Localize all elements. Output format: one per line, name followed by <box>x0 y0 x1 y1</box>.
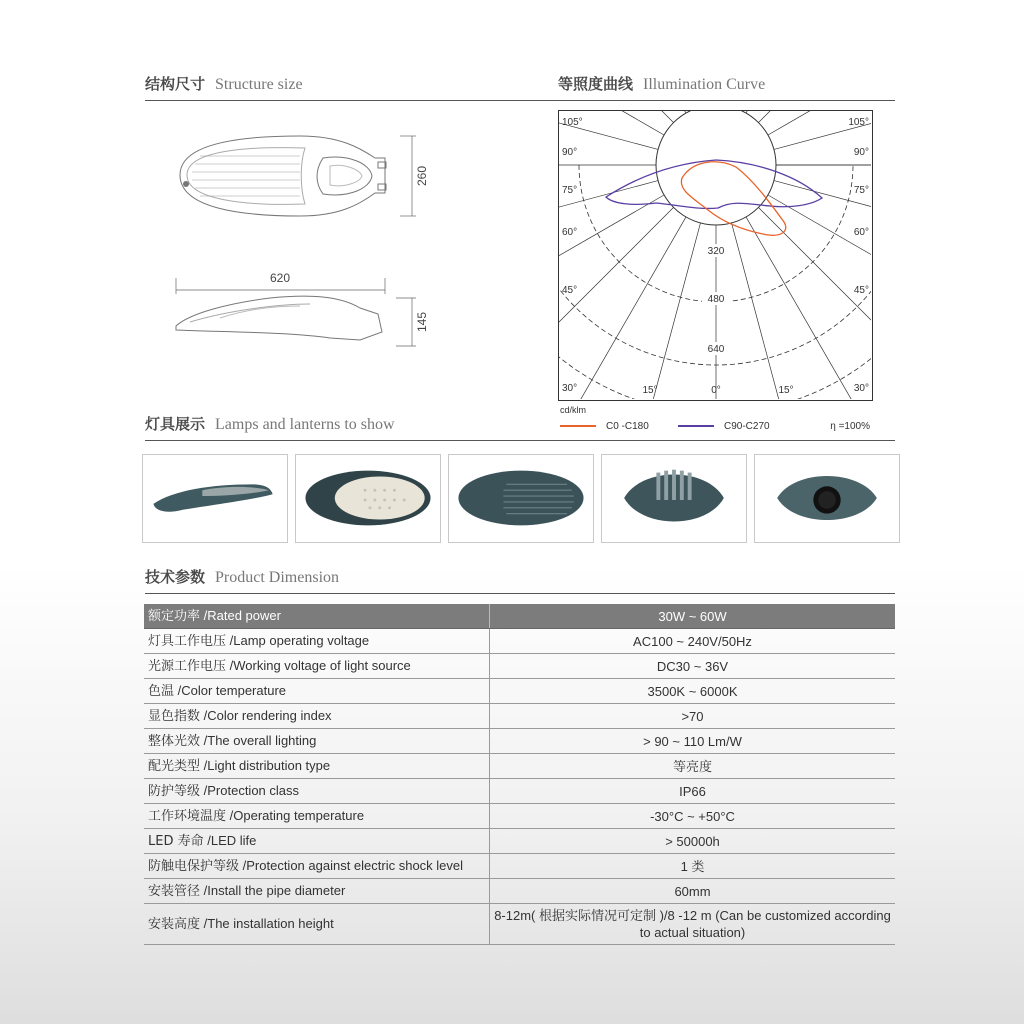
polar-angle-label: 105° <box>848 117 869 128</box>
structure-size-title-cn: 结构尺寸 <box>145 75 206 93</box>
spec-label-cn: 灯具工作电压 <box>148 634 227 649</box>
spec-row <box>144 679 895 704</box>
spec-label <box>144 754 490 779</box>
lamps-show-title <box>145 413 395 434</box>
spec-label <box>144 629 490 654</box>
top-divider <box>145 100 895 101</box>
spec-label-cn: 防触电保护等级 <box>148 859 240 874</box>
spec-value: 60mm <box>490 879 896 904</box>
spec-label <box>144 904 490 945</box>
spec-row <box>144 829 895 854</box>
structure-size-title <box>145 73 303 94</box>
polar-angle-label: 90° <box>562 147 578 158</box>
lamps-show-title-cn: 灯具展示 <box>145 415 206 433</box>
spec-label-cn: 防护等级 <box>148 784 201 799</box>
spec-value: 8-12m( 根据实际情况可定制 )/8 -12 m (Can be customized according to actual situation) <box>490 904 896 945</box>
spec-label-cn: 工作环境温度 <box>148 809 227 824</box>
spec-label-en: /Lamp operating voltage <box>229 633 370 648</box>
lamps-show-title-en: Lamps and lanterns to show <box>215 416 395 433</box>
lamp-photo-bottom-led <box>295 454 441 543</box>
dimension-145-label: 145 <box>415 311 429 333</box>
spec-value: 30W ~ 60W <box>490 604 896 629</box>
spec-label-cn: 额定功率 <box>148 609 201 624</box>
spec-row <box>144 729 895 754</box>
spec-label-en: /Protection class <box>203 783 300 798</box>
spec-value: 3500K ~ 6000K <box>490 679 896 704</box>
spec-label-cn: LED 寿命 <box>148 834 204 849</box>
polar-angle-label: 90° <box>853 147 869 158</box>
lamps-divider <box>145 440 895 441</box>
spec-label-en: /Working voltage of light source <box>229 658 411 673</box>
spec-value: > 90 ~ 110 Lm/W <box>490 729 896 754</box>
spec-label-en: /Install the pipe diameter <box>203 883 346 898</box>
polar-angle-label: 75° <box>562 185 578 196</box>
lamp-photo-top <box>448 454 594 543</box>
illumination-curve-title-en: Illumination Curve <box>643 76 766 93</box>
efficiency-label: η =100% <box>830 421 870 432</box>
legend-c0-label: C0 -C180 <box>606 421 649 432</box>
polar-angle-label: 60° <box>853 227 869 238</box>
dimension-620-label: 620 <box>269 271 291 285</box>
spec-label-en: /LED life <box>207 833 257 848</box>
product-divider <box>145 593 895 594</box>
spec-label-cn: 显色指数 <box>148 709 201 724</box>
spec-value: > 50000h <box>490 829 896 854</box>
spec-value: >70 <box>490 704 896 729</box>
spec-label <box>144 804 490 829</box>
spec-label-en: /Color rendering index <box>203 708 332 723</box>
spec-label-cn: 色温 <box>148 684 175 699</box>
spec-label-en: /Color temperature <box>177 683 287 698</box>
spec-value: -30°C ~ +50°C <box>490 804 896 829</box>
product-dimension-title-cn: 技术参数 <box>145 568 206 586</box>
spec-label <box>144 854 490 879</box>
lamp-photo-front <box>754 454 900 543</box>
legend-c90-label: C90-C270 <box>724 421 770 432</box>
structure-drawing <box>160 118 450 358</box>
dimension-145-line <box>396 298 416 346</box>
spec-row <box>144 779 895 804</box>
spec-label-en: /The installation height <box>203 916 334 931</box>
spec-label-en: /Rated power <box>203 608 281 623</box>
polar-angle-label: 45° <box>853 285 869 296</box>
illumination-curve-title <box>558 73 765 94</box>
product-dimension-title-en: Product Dimension <box>215 569 340 586</box>
spec-label <box>144 604 490 629</box>
polar-angle-label: 75° <box>853 185 869 196</box>
spec-label-cn: 安装管径 <box>148 884 201 899</box>
polar-angle-label: 45° <box>562 285 578 296</box>
spec-value: 等亮度 <box>490 754 896 779</box>
spec-label <box>144 779 490 804</box>
illumination-curve-title-cn: 等照度曲线 <box>558 75 634 93</box>
spec-row <box>144 654 895 679</box>
spec-row <box>144 604 895 629</box>
spec-label <box>144 679 490 704</box>
polar-unit-label: cd/klm <box>560 405 587 415</box>
spec-label-cn: 配光类型 <box>148 759 201 774</box>
polar-ring-label: 640 <box>707 344 725 355</box>
spec-label-cn: 光源工作电压 <box>148 659 227 674</box>
spec-label-en: /Light distribution type <box>203 758 331 773</box>
spec-label <box>144 654 490 679</box>
dimension-260-line <box>400 136 416 216</box>
spec-label <box>144 729 490 754</box>
lamp-photo-back <box>601 454 747 543</box>
polar-angle-label: 60° <box>562 227 578 238</box>
spec-label <box>144 829 490 854</box>
spec-value: DC30 ~ 36V <box>490 654 896 679</box>
structure-size-title-en: Structure size <box>215 76 303 93</box>
spec-label-en: /Protection against electric shock level <box>242 858 464 873</box>
polar-ring-label: 480 <box>707 294 725 305</box>
spec-row <box>144 904 895 945</box>
top-view-drawing <box>180 136 386 216</box>
spec-label-cn: 整体光效 <box>148 734 201 749</box>
lamp-photo-side <box>142 454 288 543</box>
spec-row <box>144 879 895 904</box>
spec-value: IP66 <box>490 779 896 804</box>
polar-angle-label: 15° <box>778 385 794 396</box>
spec-row <box>144 704 895 729</box>
spec-label-en: /The overall lighting <box>203 733 317 748</box>
product-dimension-title <box>145 566 339 587</box>
spec-row <box>144 754 895 779</box>
dimension-260-label: 260 <box>415 165 429 187</box>
polar-angle-label: 0° <box>711 385 721 396</box>
spec-label <box>144 879 490 904</box>
spec-table <box>144 604 895 945</box>
spec-row <box>144 629 895 654</box>
spec-label-en: /Operating temperature <box>229 808 365 823</box>
spec-row <box>144 804 895 829</box>
spec-value: 1 类 <box>490 854 896 879</box>
polar-angle-label: 30° <box>853 383 869 394</box>
spec-label <box>144 704 490 729</box>
spec-row <box>144 854 895 879</box>
polar-angle-label: 30° <box>562 383 578 394</box>
illumination-polar-chart <box>558 110 874 436</box>
top-view-fins <box>192 156 300 196</box>
polar-angle-label: 105° <box>562 117 583 128</box>
polar-ring-label: 320 <box>707 246 725 257</box>
spec-label-cn: 安装高度 <box>148 917 201 932</box>
spec-value: AC100 ~ 240V/50Hz <box>490 629 896 654</box>
side-view-drawing <box>176 296 382 340</box>
polar-angle-label: 15° <box>642 385 658 396</box>
